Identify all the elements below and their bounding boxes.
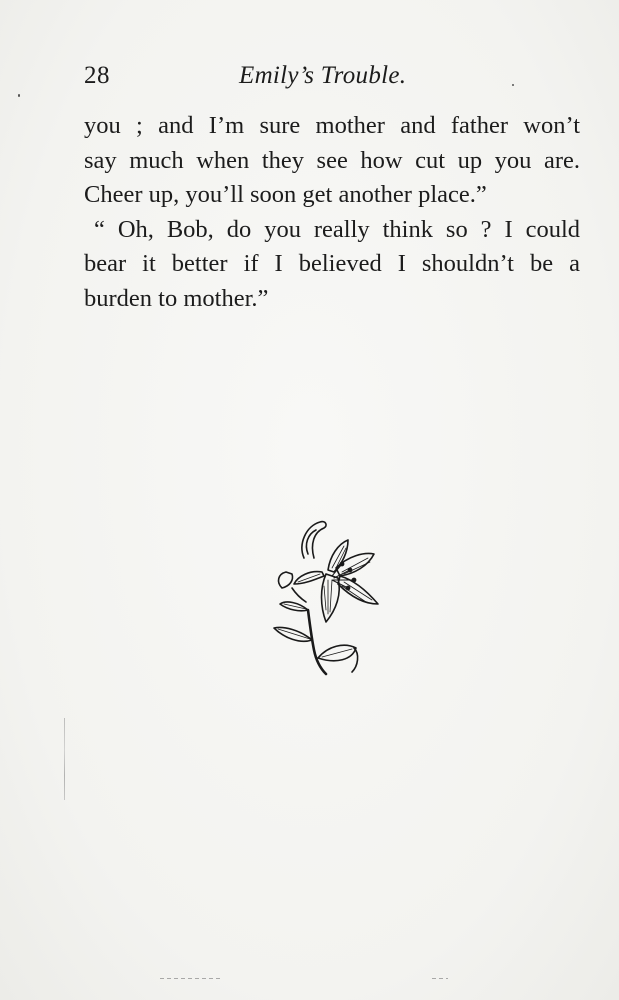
page-edge-mark — [160, 978, 222, 979]
running-title: Emily’s Trouble. — [239, 62, 407, 89]
text-line: “ Oh, Bob, do you really think so ? I could — [94, 215, 580, 243]
ink-speck — [512, 84, 514, 86]
text-line: you ; and I’m sure mother and father won’t — [84, 112, 580, 139]
text-line: say much when they see how cut up you are. — [84, 146, 580, 174]
body-text — [84, 109, 580, 316]
ink-speck — [18, 94, 20, 97]
page-number: 28 — [84, 62, 110, 89]
lily-flower-icon — [270, 514, 386, 680]
running-head — [84, 62, 580, 96]
page-edge-mark — [64, 718, 65, 800]
page-edge-mark — [432, 978, 448, 979]
text-line: Cheer up, you’ll soon get another place.” — [84, 181, 487, 208]
text-line: bear it better if I believed I shouldn’t be a — [84, 250, 580, 277]
text-line: burden to mother.” — [84, 284, 269, 312]
